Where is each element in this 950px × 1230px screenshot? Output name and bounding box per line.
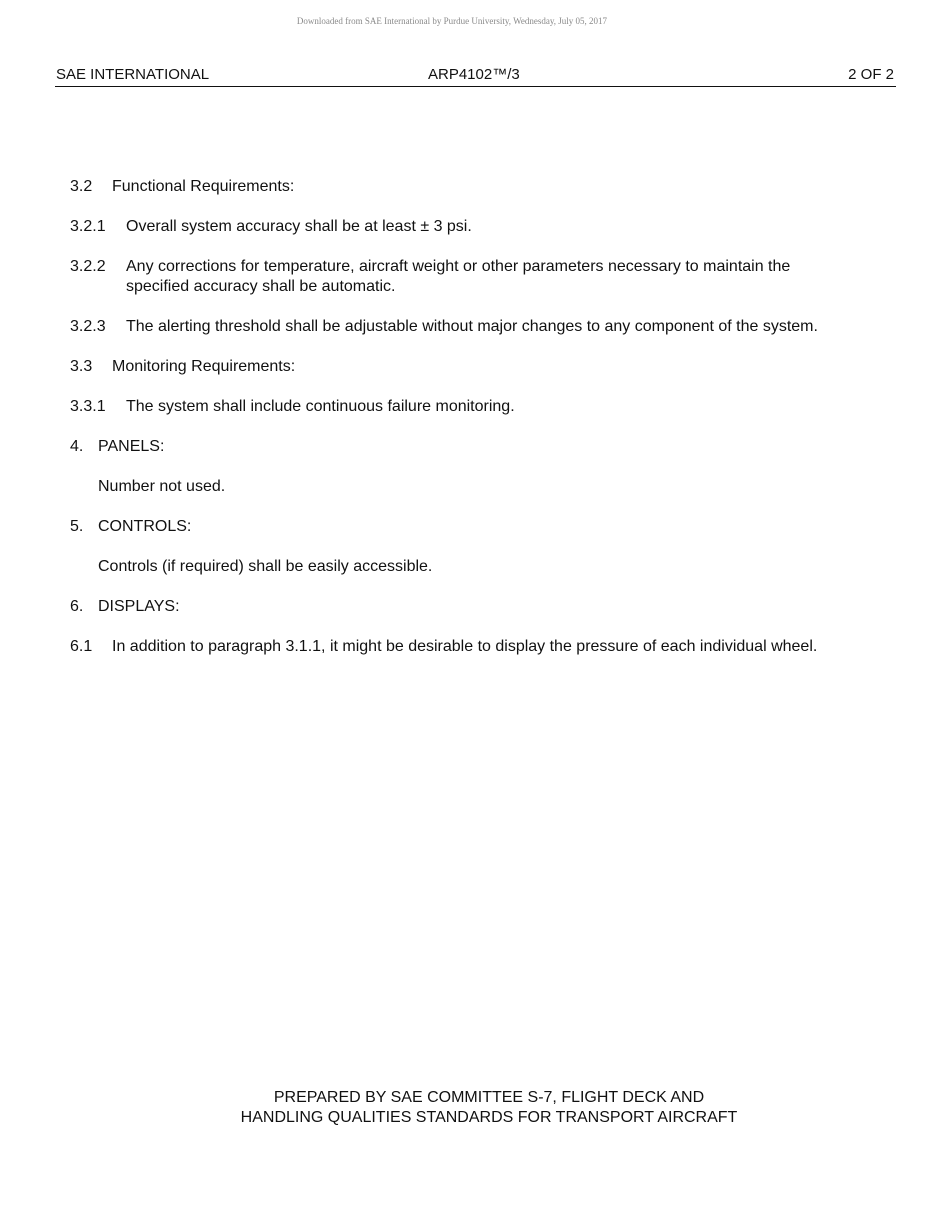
section-text: Overall system accuracy shall be at least ± 3 psi. [126, 218, 472, 235]
section-text: In addition to paragraph 3.1.1, it might be desirable to display the pressure of each individual wheel. [112, 638, 818, 655]
section-3-2-2 [70, 257, 890, 297]
section-heading: CONTROLS: [98, 518, 192, 535]
committee-footer [0, 1088, 950, 1128]
section-text: Any corrections for temperature, aircraft weight or other parameters necessary to maintain the specified accuracy shall be automatic. [126, 258, 791, 295]
section-number: 3.2.3 [70, 318, 106, 335]
section-3-2-1 [70, 217, 890, 237]
section-number: 4. [70, 438, 84, 455]
section-heading: Functional Requirements: [112, 178, 295, 195]
section-heading: DISPLAYS: [98, 598, 180, 615]
section-3-2-3 [70, 317, 890, 337]
section-number: 3.2.2 [70, 258, 106, 275]
section-4-body: Number not used. [98, 478, 226, 495]
section-heading: PANELS: [98, 438, 165, 455]
document-number: ARP4102™/3 [428, 66, 520, 83]
document-body [70, 177, 890, 677]
section-number: 5. [70, 518, 84, 535]
publisher-name: SAE INTERNATIONAL [56, 66, 210, 83]
section-number: 3.2.1 [70, 218, 106, 235]
section-text: The system shall include continuous failure monitoring. [126, 398, 515, 415]
section-5 [70, 517, 890, 537]
section-4 [70, 437, 890, 457]
section-heading: Monitoring Requirements: [112, 358, 296, 375]
footer-line-1: PREPARED BY SAE COMMITTEE S-7, FLIGHT DECK AND [273, 1089, 705, 1106]
download-watermark: Downloaded from SAE International by Purdue University, Wednesday, July 05, 2017 [296, 16, 608, 26]
section-3-2 [70, 177, 890, 197]
section-3-3-1 [70, 397, 890, 417]
footer-line-2: HANDLING QUALITIES STANDARDS FOR TRANSPORT AIRCRAFT [240, 1109, 738, 1126]
section-number: 6. [70, 598, 84, 615]
page-header [55, 66, 896, 87]
page-number: 2 OF 2 [848, 66, 894, 83]
section-5-body: Controls (if required) shall be easily accessible. [98, 558, 433, 575]
section-3-3 [70, 357, 890, 377]
section-number: 6.1 [70, 638, 93, 655]
section-number: 3.3 [70, 358, 93, 375]
section-number: 3.3.1 [70, 398, 106, 415]
section-6-1 [70, 637, 890, 657]
section-text: The alerting threshold shall be adjustable without major changes to any component of the system. [126, 318, 818, 335]
section-6 [70, 597, 890, 617]
section-number: 3.2 [70, 178, 93, 195]
